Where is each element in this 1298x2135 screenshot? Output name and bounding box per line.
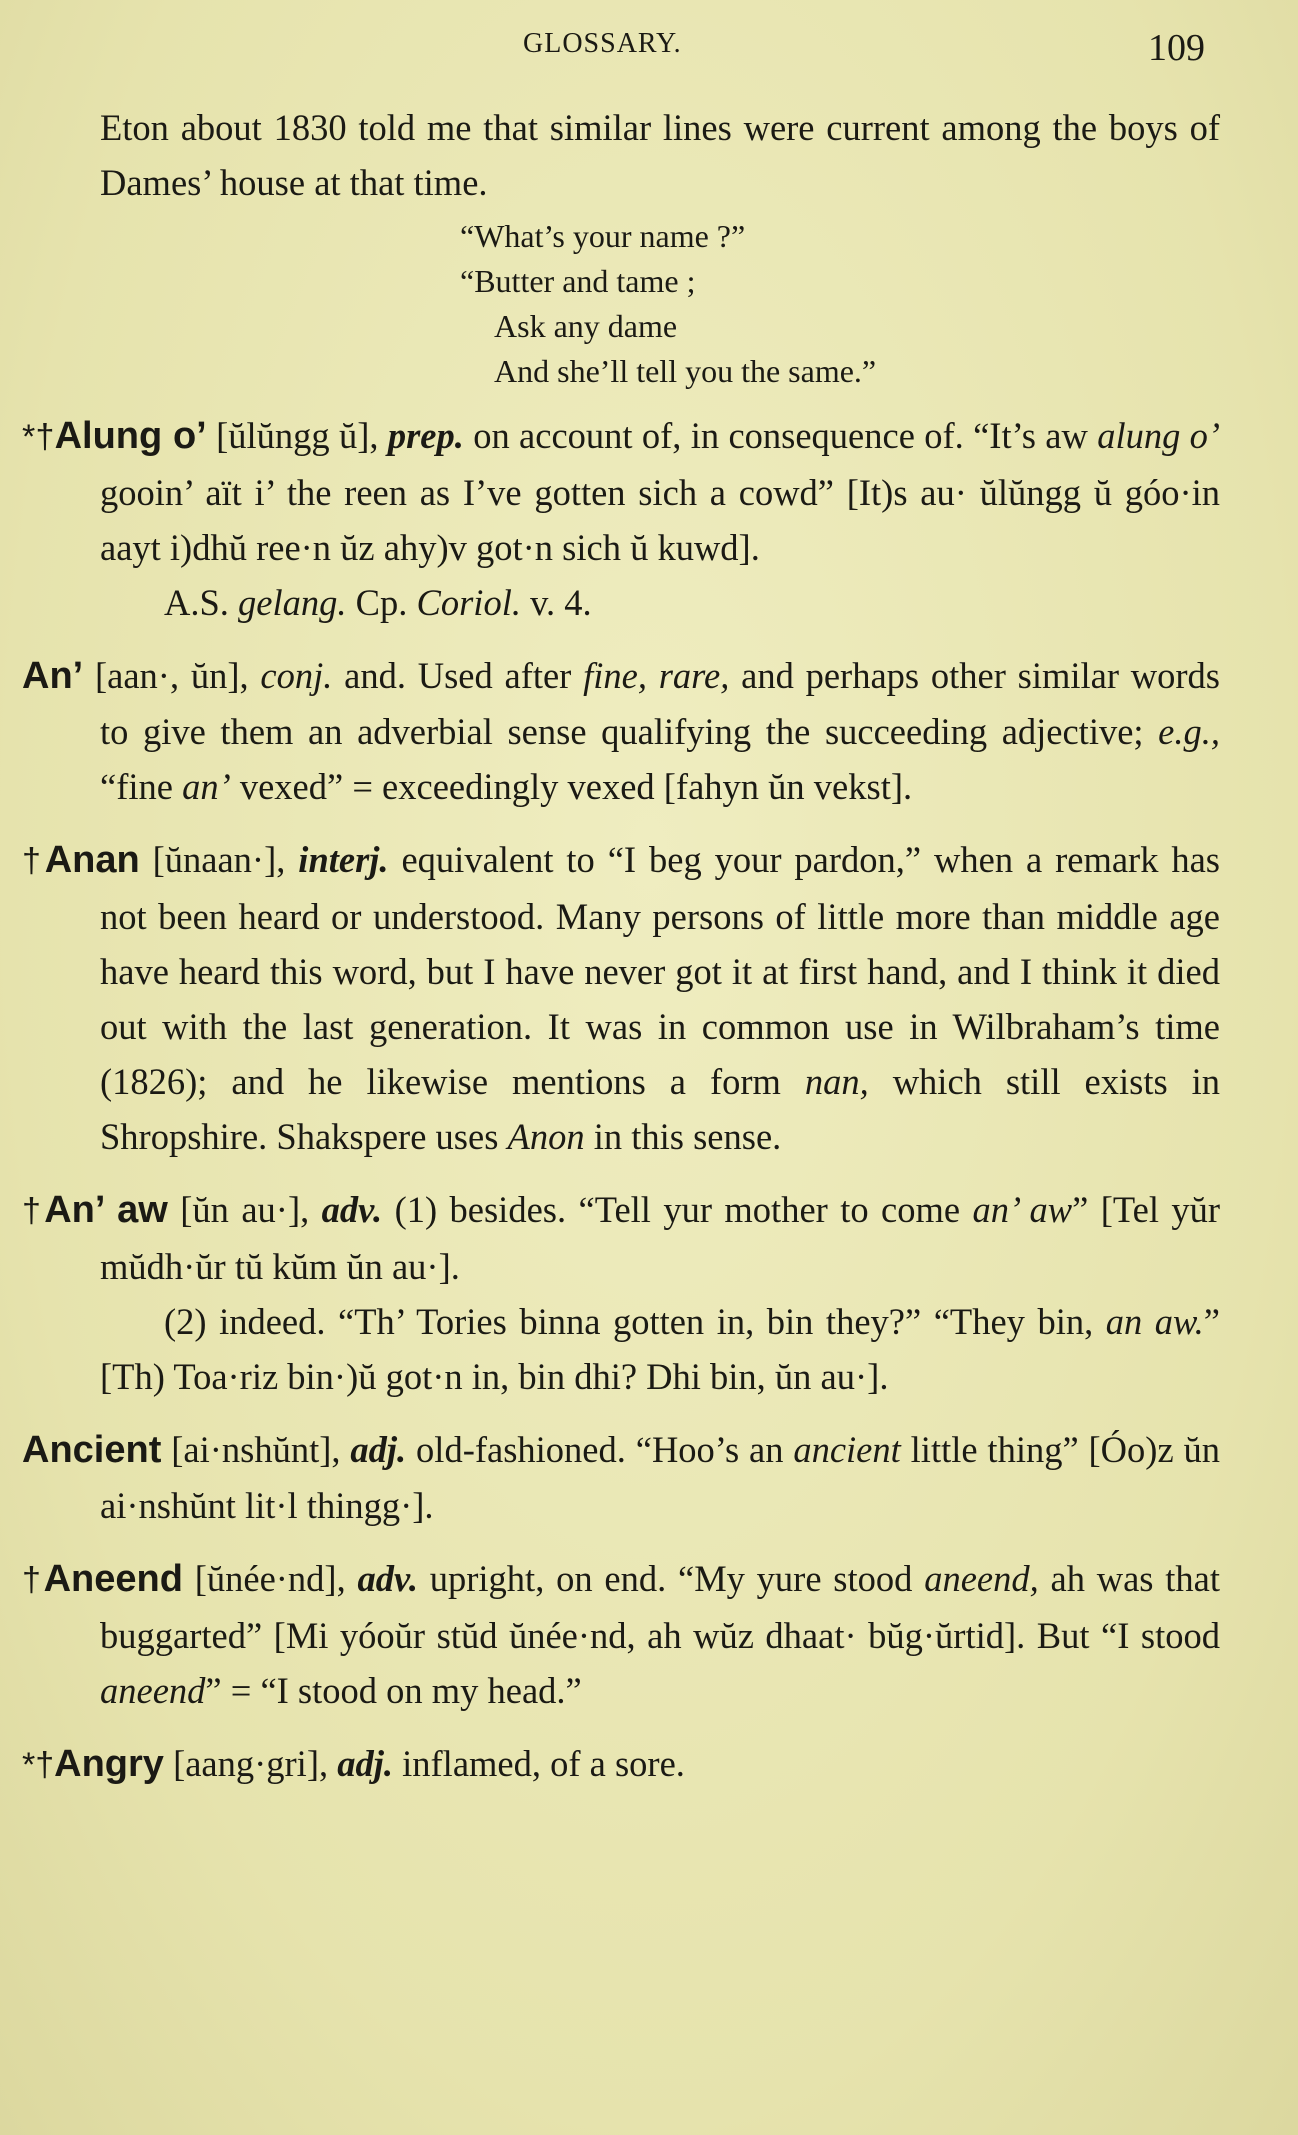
body-text — [22, 100, 1221, 1793]
example-italic: an’ aw — [972, 1189, 1073, 1230]
pronunciation: [ŭlŭngg ŭ], — [216, 415, 379, 456]
page-number: 109 — [1148, 27, 1205, 69]
definition: ” [Tel yŭr mŭdh·ŭr tŭ kŭm ŭn au·]. — [100, 1189, 1221, 1287]
example-italic: ancient — [793, 1429, 901, 1470]
glossary-entry-aneend — [22, 1551, 1221, 1718]
headword: An’ aw — [44, 1189, 168, 1231]
glossary-entry-ancient — [22, 1422, 1221, 1533]
entry-mark: *† — [22, 1746, 55, 1784]
example-italic: fine, rare, — [583, 655, 730, 696]
glossary-entry-angry — [22, 1736, 1220, 1793]
headword: Anan — [44, 839, 140, 881]
definition: little thing” [Óo)z ŭn ai·nshŭnt lit·l thingg·]. — [100, 1429, 1221, 1526]
definition: and perhaps other similar words to give them an adverbial sense qualifying the succeeding adjective; — [100, 655, 1220, 752]
definition: ah was that buggarted” [Mi yóoŭr stŭd ŭnée·nd, ah wŭz dhaat· bŭg·ŭrtid]. But “I stood — [100, 1558, 1221, 1656]
definition: which still exists in Shropshire. Shakspere uses — [100, 1061, 1221, 1157]
part-of-speech: adv. — [357, 1558, 418, 1599]
headword: An’ — [22, 655, 84, 697]
example-italic: alung o’ — [1097, 415, 1221, 456]
definition: old-fashioned. “Hoo’s an — [416, 1429, 784, 1470]
pronunciation: [aang·gri], — [173, 1743, 329, 1784]
headword: Alung o’ — [54, 415, 207, 457]
headword: Aneend — [43, 1558, 183, 1600]
etym-italic: Coriol. — [416, 582, 521, 623]
example-italic: nan, — [804, 1061, 869, 1102]
intro-paragraph: Eton about 1830 told me that similar lines were current among the boys of Dames’ house at that time. — [100, 107, 1220, 203]
entry-text — [22, 408, 1221, 575]
headword: Angry — [54, 1743, 164, 1785]
part-of-speech: adv. — [321, 1189, 383, 1230]
example-italic: aneend, — [924, 1558, 1039, 1599]
definition: on account of, in consequence of. “It’s aw — [473, 415, 1088, 456]
entry-mark: † — [22, 842, 45, 880]
definition: “fine — [100, 766, 173, 807]
part-of-speech: adj. — [350, 1429, 407, 1470]
definition: inflamed, of a sore. — [402, 1743, 685, 1784]
entry-text — [22, 1422, 1221, 1533]
definition: ” = “I stood on my head.” — [205, 1670, 582, 1711]
glossary-entry-anan — [22, 832, 1221, 1164]
glossary-entry-alung — [22, 408, 1221, 630]
etymology — [100, 575, 1220, 630]
etym-text: v. 4. — [530, 582, 592, 623]
example-italic: an’ — [182, 766, 231, 807]
etym-italic: gelang. — [238, 582, 347, 623]
entry-text — [22, 1736, 1220, 1793]
etym-text: Cp. — [355, 582, 408, 623]
pronunciation: [ŭn au·], — [180, 1189, 310, 1230]
entry-text — [22, 1551, 1221, 1718]
entry-mark: † — [22, 1192, 45, 1230]
glossary-entry-an-aw — [22, 1182, 1221, 1404]
example-italic: aneend — [100, 1670, 206, 1711]
definition: in this sense. — [593, 1116, 782, 1157]
verse-line: And she’ll tell you the same.” — [494, 353, 877, 389]
definition: (1) besides. “Tell yur mother to come — [394, 1189, 961, 1230]
pronunciation: [aan·, ŭn], — [94, 655, 249, 696]
pronunciation: [ŭnée·nd], — [194, 1558, 346, 1599]
pronunciation: [ŭnaan·], — [152, 839, 286, 880]
verse-line: “Butter and tame ; — [460, 263, 696, 299]
definition: gooin’ aït i’ the reen as I’ve gotten sich a cowd” [It)s au· ŭlŭngg ŭ góo·in aayt i)dhŭ ree·n ŭz ahy)v got·n sich ŭ kuwd]. — [100, 472, 1220, 568]
part-of-speech: prep. — [387, 415, 464, 456]
entry-mark: † — [22, 1561, 44, 1599]
entry-text — [22, 1182, 1221, 1294]
entry-mark: *† — [22, 418, 55, 456]
definition: and. Used after — [344, 655, 572, 696]
example-italic: e.g., — [1158, 711, 1220, 752]
entry-text — [22, 648, 1220, 814]
definition: equivalent to “I beg your pardon,” when a remark has not been heard or understood. Many persons of little more than middle age have heard this word, but I have never got it at first hand, and I think it died out with the last generation. It was in common use in Wilbraham’s time (1826); and he likewise mentions a form — [100, 839, 1221, 1102]
glossary-entry-an — [22, 648, 1220, 814]
verse-line: “What’s your name ?” — [460, 218, 746, 254]
verse-quote — [460, 214, 1220, 394]
definition: upright, on end. “My yure stood — [429, 1558, 913, 1599]
entry-sense-2 — [100, 1294, 1220, 1404]
running-title: GLOSSARY. — [523, 28, 682, 59]
part-of-speech: adj. — [337, 1743, 394, 1784]
example-italic: Anon — [507, 1116, 585, 1157]
headword: Ancient — [22, 1429, 162, 1471]
definition: ” [Th) Toa·riz bin·)ŭ got·n in, bin dhi? Dhi bin, ŭn au·]. — [100, 1301, 1220, 1397]
definition: (2) indeed. “Th’ Tories binna gotten in, bin they?” “They bin, — [164, 1301, 1094, 1342]
example-italic: an aw. — [1105, 1301, 1204, 1342]
part-of-speech: interj. — [298, 839, 389, 880]
verse-line: Ask any dame — [494, 308, 678, 344]
part-of-speech: conj. — [260, 655, 333, 696]
pronunciation: [ai·nshŭnt], — [171, 1429, 341, 1470]
running-head — [0, 22, 1298, 82]
etym-text: A.S. — [164, 582, 229, 623]
entry-text — [22, 832, 1221, 1164]
definition: vexed” = exceedingly vexed [fahyn ŭn vekst]. — [239, 766, 913, 807]
